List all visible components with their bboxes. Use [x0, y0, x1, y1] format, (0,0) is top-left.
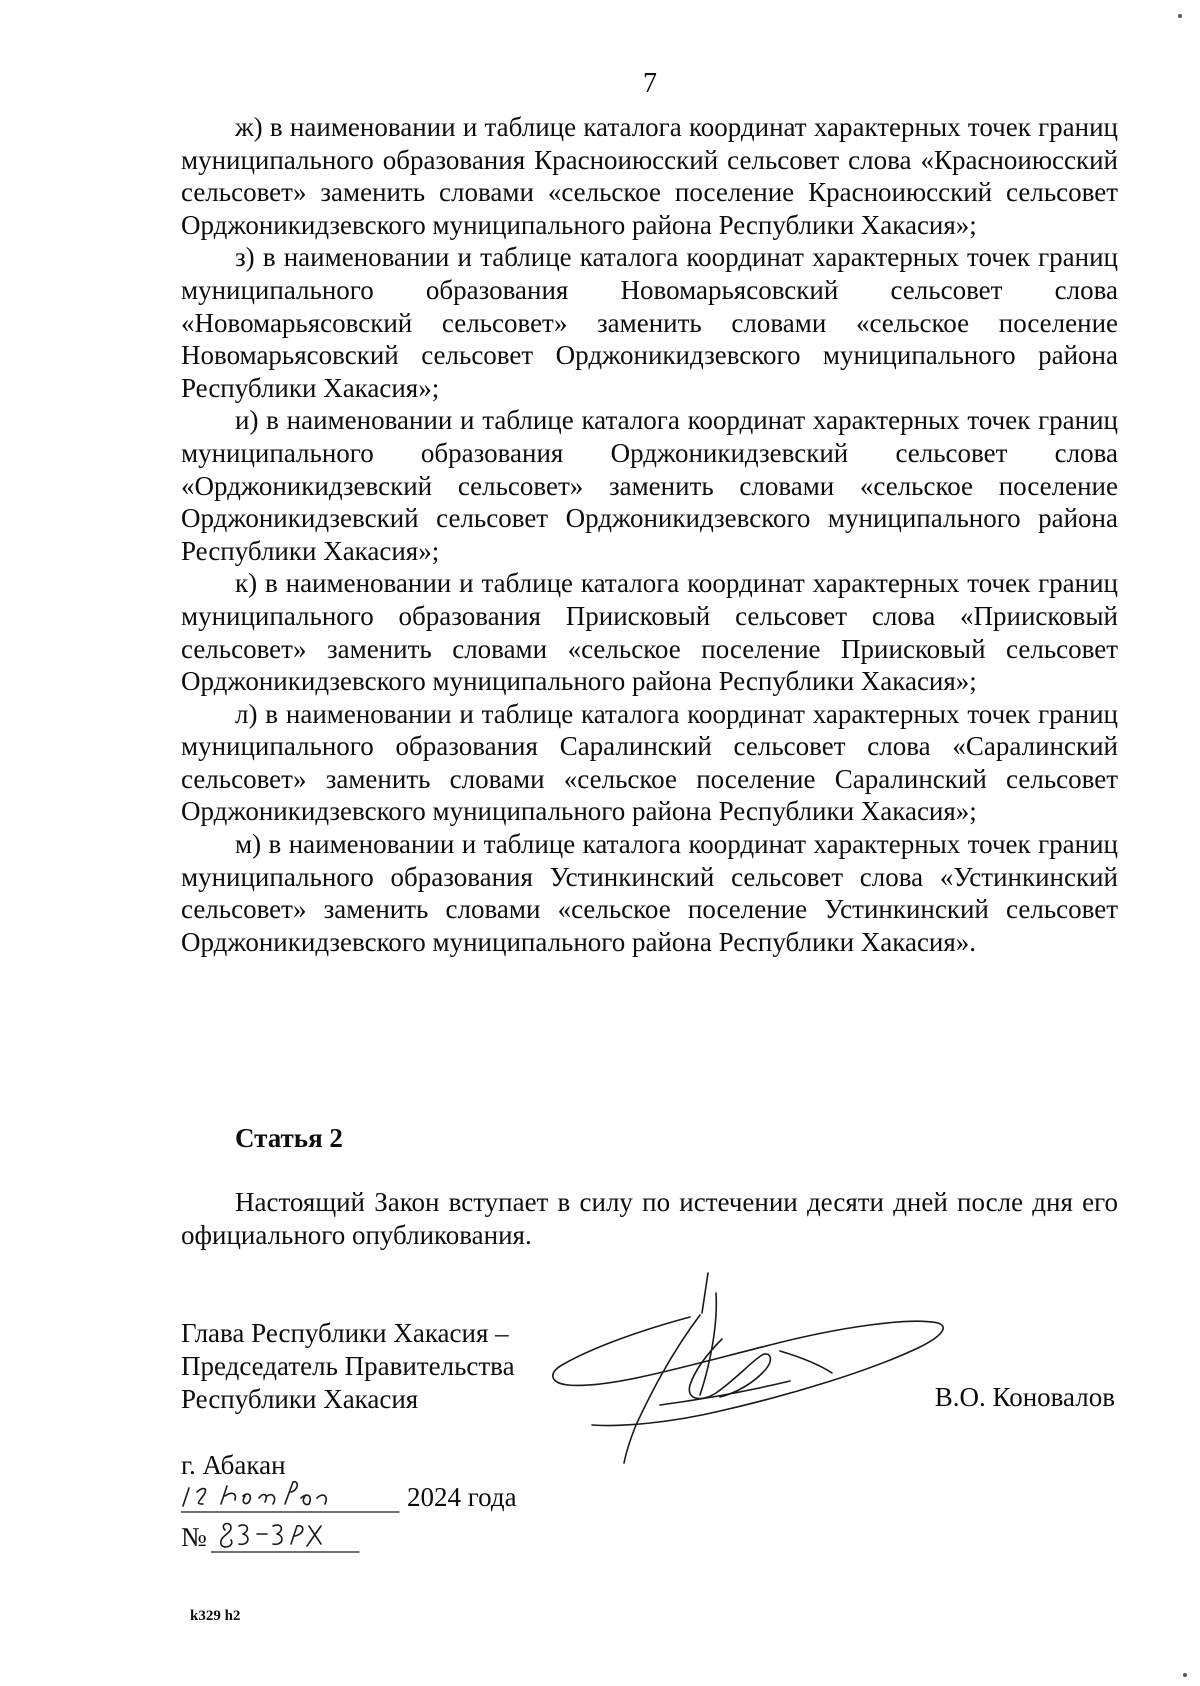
- amendment-paragraph-z: з) в наименовании и таблице каталога координат характерных точек границ муниципального образования Новомарьясовский сельсовет слова «Новомарьясовский сельсовет» заменить словами «сельское поселение Новомарьясовский сельсовет Орджоникидзевского муниципального района Республики Хакасия»;: [181, 242, 1118, 403]
- scan-speck: [1183, 1673, 1187, 1677]
- handwritten-signature: [540, 1265, 960, 1475]
- signing-year: 2024 года: [407, 1482, 517, 1512]
- amendment-paragraph-m: м) в наименовании и таблице каталога координат характерных точек границ муниципального образования Устинкинский сельсовет слова «Устинкинский сельсовет» заменить словами «сельское поселение Устинкинский сельсовет Орджоникидзевского муниципального района Республики Хакасия».: [181, 829, 1118, 957]
- signatory-title-line-1: Глава Республики Хакасия –: [181, 1318, 509, 1348]
- amendment-paragraph-i: и) в наименовании и таблице каталога координат характерных точек границ муниципального образования Орджоникидзевский сельсовет слова «Орджоникидзевский сельсовет» заменить словами «сельское поселение Орджоникидзевский сельсовет Орджоникидзевского муниципального района Республики Хакасия»;: [181, 405, 1118, 566]
- signatory-title-line-3: Республики Хакасия: [181, 1384, 419, 1414]
- amendment-paragraph-l: л) в наименовании и таблице каталога координат характерных точек границ муниципального образования Саралинский сельсовет слова «Саралинский сельсовет» заменить словами «сельское поселение Саралинский сельсовет Орджоникидзевского муниципального района Республики Хакасия»;: [181, 698, 1118, 827]
- amendment-list: [181, 111, 1118, 958]
- signatory-title: [181, 1317, 515, 1416]
- amendment-paragraph-k: к) в наименовании и таблице каталога координат характерных точек границ муниципального образования Приисковый сельсовет слова «Приисковый сельсовет» заменить словами «сельское поселение Приисковый сельсовет Орджоникидзевского муниципального района Республики Хакасия»;: [181, 568, 1118, 697]
- handwritten-law-number: [211, 1514, 361, 1558]
- number-sign: №: [181, 1522, 207, 1552]
- page-number: 7: [643, 68, 657, 99]
- signatory-title-line-2: Председатель Правительства: [181, 1351, 515, 1381]
- law-number: [181, 1520, 381, 1562]
- article-2-paragraph: Настоящий Закон вступает в силу по истечении десяти дней после дня его официального опубликования.: [181, 1187, 1118, 1250]
- scan-speck: [1178, 14, 1182, 18]
- amendment-paragraph-zh: ж) в наименовании и таблице каталога координат характерных точек границ муниципального образования Красноиюсский сельсовет слова «Красноиюсский сельсовет» заменить словами «сельское поселение Красноиюсский сельсовет Орджоникидзевского муниципального района Республики Хакасия»;: [181, 112, 1118, 240]
- document-code: k329 h2: [190, 1608, 241, 1624]
- article-2-text: [181, 1186, 1118, 1252]
- article-2-heading: Статья 2: [235, 1123, 343, 1153]
- signing-place: г. Абакан: [181, 1450, 286, 1480]
- signatory-name: В.О. Коновалов: [934, 1382, 1115, 1412]
